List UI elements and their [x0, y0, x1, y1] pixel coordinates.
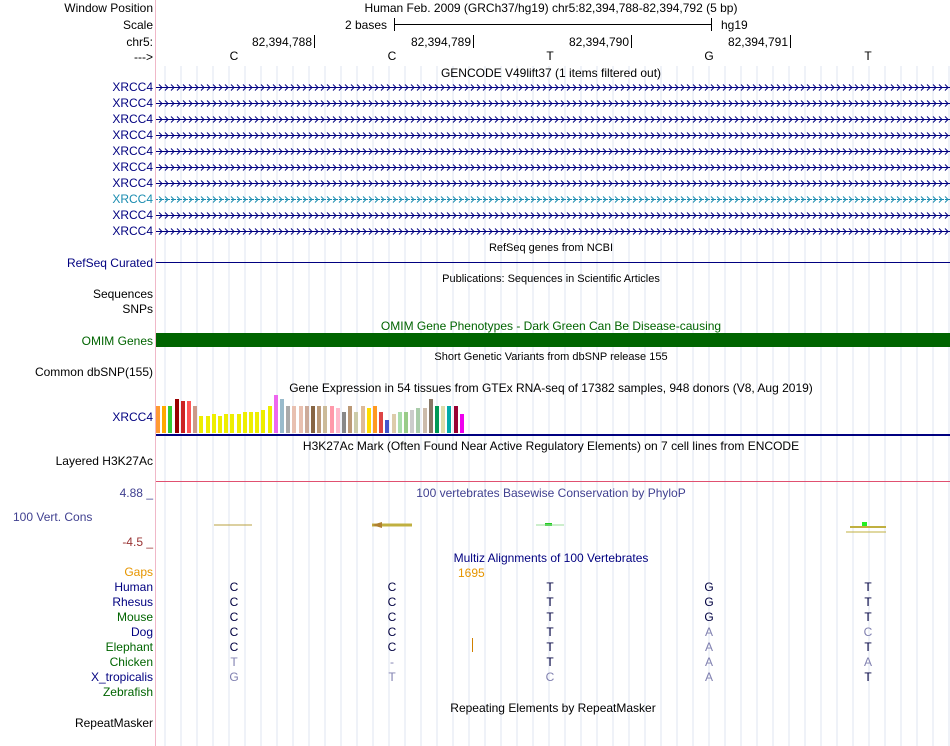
gtex-tissue-bar[interactable] [410, 410, 414, 433]
gtex-tissue-bar[interactable] [305, 406, 309, 433]
multiz-aligned-base: - [390, 655, 394, 669]
gencode-transcript[interactable] [156, 160, 950, 174]
multiz-aligned-base: T [546, 655, 554, 669]
multiz-aligned-base: T [864, 640, 872, 654]
multiz-aligned-base: G [704, 610, 714, 624]
scale-bar-left-tick [394, 18, 395, 31]
reference-base: T [546, 49, 554, 63]
gtex-tissue-bar[interactable] [168, 406, 172, 433]
multiz-aligned-base: A [704, 670, 713, 684]
gtex-tissue-bar[interactable] [249, 412, 253, 433]
gtex-tissue-bar[interactable] [361, 406, 365, 433]
multiz-species-label[interactable]: Zebrafish [102, 685, 153, 699]
gencode-transcript[interactable] [156, 128, 950, 142]
gencode-gene-label[interactable]: XRCC4 [112, 80, 153, 94]
gtex-tissue-bar[interactable] [156, 406, 160, 433]
multiz-gaps-value: 1695 [458, 566, 485, 580]
scale-bar [394, 24, 712, 25]
multiz-aligned-base: T [864, 595, 872, 609]
gencode-transcript[interactable] [156, 96, 950, 110]
scale-assembly: hg19 [721, 18, 748, 32]
multiz-aligned-base: C [229, 610, 239, 624]
multiz-aligned-base: G [704, 580, 714, 594]
multiz-aligned-base: C [545, 670, 555, 684]
gtex-tissue-bar[interactable] [330, 406, 334, 433]
gtex-tissue-bar[interactable] [416, 408, 420, 433]
assembly-title: Human Feb. 2009 (GRCh37/hg19) chr5:82,394,788-82,394,792 (5 bp) [364, 1, 738, 15]
repeatmasker-track-label[interactable]: RepeatMasker [74, 716, 153, 730]
gtex-tissue-bar[interactable] [311, 406, 315, 433]
multiz-species-label[interactable]: Dog [130, 625, 153, 639]
scale-label: Scale [122, 18, 153, 32]
gtex-tissue-bar[interactable] [187, 401, 191, 433]
reference-base: G [704, 49, 714, 63]
refseq-track-label[interactable]: RefSeq Curated [66, 256, 153, 270]
strand-label: ---> [134, 50, 153, 64]
multiz-species-label[interactable]: X_tropicalis [90, 670, 153, 684]
gencode-gene-label[interactable]: XRCC4 [112, 224, 153, 238]
gtex-tissue-bar[interactable] [398, 412, 402, 433]
gencode-transcript[interactable] [156, 192, 950, 206]
ruler-position: 82,394,788 [251, 35, 312, 49]
gtex-tissue-bar[interactable] [460, 414, 464, 433]
multiz-track-title: Multiz Alignments of 100 Vertebrates [453, 551, 649, 565]
multiz-aligned-base: G [229, 670, 239, 684]
cons-max-label: 4.88 _ [119, 486, 153, 500]
gencode-transcript[interactable] [156, 224, 950, 238]
gencode-gene-label[interactable]: XRCC4 [112, 112, 153, 126]
gtex-tissue-bar[interactable] [342, 412, 346, 433]
omim-track-title: OMIM Gene Phenotypes - Dark Green Can Be Disease-causing [380, 319, 722, 333]
gencode-transcript[interactable] [156, 208, 950, 222]
gtex-tissue-bar[interactable] [261, 410, 265, 433]
h3k27ac-track-label[interactable]: Layered H3K27Ac [55, 454, 153, 468]
gtex-tissue-bar[interactable] [162, 406, 166, 433]
refseq-track-title: RefSeq genes from NCBI [488, 242, 614, 254]
cons-min-label: -4.5 _ [122, 535, 153, 549]
scale-bar-right-tick [711, 18, 712, 31]
multiz-aligned-base: A [863, 655, 872, 669]
gtex-track-label[interactable]: XRCC4 [112, 410, 153, 424]
gencode-track-title: GENCODE V49lift37 (1 items filtered out) [440, 66, 662, 80]
scale-bases: 2 bases [345, 18, 388, 32]
ruler-position: 82,394,789 [410, 35, 471, 49]
multiz-gap-marker [472, 638, 473, 652]
reference-base: T [864, 49, 872, 63]
dbsnp-track-title: Short Genetic Variants from dbSNP release 155 [434, 351, 668, 363]
gtex-tissue-bar[interactable] [224, 414, 228, 433]
gtex-tissue-bar[interactable] [441, 406, 445, 433]
omim-gene-bar[interactable] [156, 333, 950, 347]
multiz-aligned-base: C [229, 640, 239, 654]
gtex-tissue-bar[interactable] [181, 401, 185, 433]
gtex-tissue-bar[interactable] [237, 414, 241, 433]
ruler-tick [314, 35, 315, 48]
multiz-aligned-base: A [704, 625, 713, 639]
gtex-tissue-bar[interactable] [274, 395, 278, 433]
multiz-aligned-base: T [864, 610, 872, 624]
gtex-tissue-bar[interactable] [447, 406, 451, 433]
h3k27ac-track-title: H3K27Ac Mark (Often Found Near Active Regulatory Elements) on 7 cell lines from ENCODE [302, 439, 800, 453]
multiz-aligned-base: T [546, 580, 554, 594]
gtex-tissue-bar[interactable] [354, 412, 358, 433]
multiz-aligned-base: C [387, 595, 397, 609]
reference-base: C [387, 49, 397, 63]
multiz-aligned-base: C [229, 580, 239, 594]
gencode-gene-label[interactable]: XRCC4 [112, 96, 153, 110]
multiz-aligned-base: C [387, 640, 397, 654]
omim-track-label[interactable]: OMIM Genes [81, 334, 153, 348]
gtex-tissue-bar[interactable] [385, 420, 389, 433]
multiz-gaps-label: Gaps [124, 565, 153, 579]
h3k27ac-signal-line [156, 481, 950, 482]
gtex-tissue-bar[interactable] [435, 406, 439, 433]
gtex-tissue-bar[interactable] [392, 414, 396, 433]
dbsnp-track-label[interactable]: Common dbSNP(155) [34, 365, 153, 379]
gencode-gene-label[interactable]: XRCC4 [112, 192, 153, 206]
gtex-tissue-bar[interactable] [199, 416, 203, 433]
multiz-aligned-base: A [704, 655, 713, 669]
window-position-label: Window Position [64, 1, 153, 15]
gtex-tissue-bar[interactable] [206, 416, 210, 433]
cons-signal[interactable] [156, 512, 950, 538]
multiz-aligned-base: C [387, 625, 397, 639]
gencode-gene-label[interactable]: XRCC4 [112, 128, 153, 142]
publications-track-title: Publications: Sequences in Scientific Articles [442, 273, 660, 285]
gtex-tissue-bar[interactable] [212, 414, 216, 433]
gtex-tissue-bar[interactable] [379, 412, 383, 433]
gtex-tissue-bar[interactable] [373, 406, 377, 433]
cons-track-label[interactable]: 100 Vert. Cons [13, 510, 93, 524]
gtex-tissue-bar[interactable] [423, 408, 427, 433]
gtex-tissue-bar[interactable] [175, 399, 179, 433]
gtex-tissue-bar[interactable] [336, 408, 340, 433]
multiz-aligned-base: C [387, 610, 397, 624]
multiz-aligned-base: T [864, 580, 872, 594]
refseq-gene-line[interactable] [156, 262, 950, 263]
multiz-aligned-base: T [546, 595, 554, 609]
multiz-aligned-base: T [864, 670, 872, 684]
gencode-gene-label[interactable]: XRCC4 [112, 160, 153, 174]
multiz-species-label[interactable]: Elephant [105, 640, 153, 654]
multiz-species-label[interactable]: Human [114, 580, 153, 594]
gtex-tissue-bar[interactable] [292, 406, 296, 433]
gtex-tissue-bar[interactable] [429, 399, 433, 433]
gencode-transcript[interactable] [156, 176, 950, 190]
multiz-aligned-base: T [546, 640, 554, 654]
gencode-gene-label[interactable]: XRCC4 [112, 208, 153, 222]
gtex-tissue-bar[interactable] [317, 406, 321, 433]
gencode-transcript[interactable] [156, 144, 950, 158]
ruler-tick [473, 35, 474, 48]
multiz-aligned-base: T [230, 655, 238, 669]
gtex-tissue-bar[interactable] [280, 399, 284, 433]
ruler-tick [790, 35, 791, 48]
gtex-tissue-bar[interactable] [299, 406, 303, 433]
gencode-transcript[interactable] [156, 112, 950, 126]
gtex-tissue-bar[interactable] [367, 408, 371, 433]
gtex-tissue-bar[interactable] [454, 406, 458, 433]
multiz-aligned-base: T [546, 625, 554, 639]
multiz-aligned-base: T [388, 670, 396, 684]
gtex-tissue-bar[interactable] [348, 406, 352, 433]
gtex-tissue-bar[interactable] [243, 412, 247, 433]
reference-base: C [229, 49, 239, 63]
multiz-species-label[interactable]: Chicken [109, 655, 153, 669]
cons-arrow-2 [372, 522, 382, 528]
multiz-species-label[interactable]: Mouse [116, 610, 153, 624]
cons-track-title: 100 vertebrates Basewise Conservation by PhyloP [416, 486, 686, 500]
gtex-tissue-bar[interactable] [255, 412, 259, 433]
multiz-species-label[interactable]: Rhesus [112, 595, 153, 609]
publications-sequences-label[interactable]: Sequences [92, 287, 153, 301]
gencode-gene-label[interactable]: XRCC4 [112, 176, 153, 190]
gtex-tissue-bar[interactable] [230, 414, 234, 433]
publications-snps-label[interactable]: SNPs [122, 302, 153, 316]
multiz-aligned-base: T [546, 610, 554, 624]
gtex-track-title: Gene Expression in 54 tissues from GTEx RNA-seq of 17382 samples, 948 donors (V8, Aug 2019) [289, 381, 813, 395]
gtex-tissue-bar[interactable] [268, 406, 272, 433]
multiz-aligned-base: A [704, 640, 713, 654]
chrom-label: chr5: [126, 35, 153, 49]
multiz-aligned-base: C [229, 625, 239, 639]
repeatmasker-track-title: Repeating Elements by RepeatMasker [450, 701, 656, 715]
ruler-position: 82,394,790 [568, 35, 629, 49]
gtex-tissue-bar[interactable] [323, 406, 327, 433]
gtex-tissue-bar[interactable] [286, 406, 290, 433]
multiz-aligned-base: C [229, 595, 239, 609]
ruler-position: 82,394,791 [727, 35, 788, 49]
gtex-tissue-bar[interactable] [218, 416, 222, 433]
multiz-aligned-base: C [387, 580, 397, 594]
gtex-tissue-bar[interactable] [193, 406, 197, 433]
gencode-gene-label[interactable]: XRCC4 [112, 144, 153, 158]
multiz-aligned-base: C [863, 625, 873, 639]
gtex-tissue-bar[interactable] [404, 412, 408, 433]
ruler-tick [631, 35, 632, 48]
multiz-aligned-base: G [704, 595, 714, 609]
gencode-transcript[interactable] [156, 80, 950, 94]
gtex-separator [156, 434, 950, 436]
